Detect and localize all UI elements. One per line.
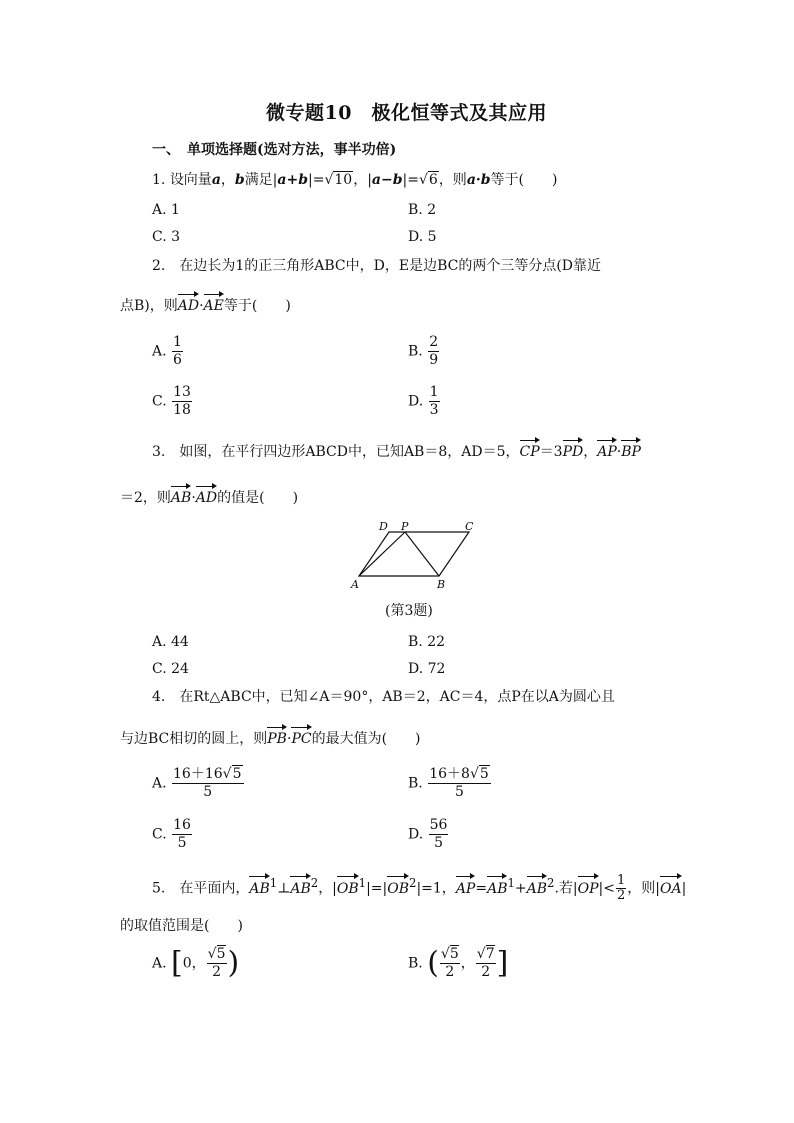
q2-vector-ad: AD xyxy=(178,294,199,316)
q2-option-label: D. xyxy=(408,393,424,410)
q3-dot: · xyxy=(191,490,196,506)
q5-vector-oa: OA xyxy=(660,876,682,900)
denominator: 2 xyxy=(212,964,222,980)
question-4-stem-line2 xyxy=(120,727,421,749)
q5-text: |=| xyxy=(366,880,388,897)
q5-vector-ab2b: AB xyxy=(527,876,547,900)
q4-vector-pc: PC xyxy=(291,727,311,749)
q1-text: 等于( ) xyxy=(490,172,558,188)
q2-text: 点B)，则 xyxy=(120,298,178,314)
q4-option-label: D. xyxy=(408,826,424,843)
q5-text: | xyxy=(681,880,687,897)
q5-option-label: B. xyxy=(408,955,423,972)
num-text: 16＋16 xyxy=(173,766,223,782)
label-a: A xyxy=(351,578,359,591)
section-heading: 一、 单项选择题(选对方法，事半功倍) xyxy=(152,142,397,158)
q1-option-d[interactable]: D. 5 xyxy=(408,229,437,245)
num-text: 16＋8 xyxy=(429,766,470,782)
q5-option-a[interactable] xyxy=(152,946,239,981)
numerator: 1 xyxy=(429,384,439,400)
label-d: D xyxy=(379,520,388,533)
q2-option-label: C. xyxy=(152,393,167,410)
q3-text: ， xyxy=(583,444,598,460)
q2-fraction xyxy=(428,334,439,369)
q2-vector-ae: AE xyxy=(204,294,224,316)
q3-vector-ap: AP xyxy=(597,440,617,462)
q2-fraction xyxy=(172,334,183,369)
q5-sub: 1 xyxy=(358,876,367,890)
q3-dot: · xyxy=(616,444,622,460)
q5-text: 5. 在平面内， xyxy=(152,880,250,897)
q5-vector-ob1: OB xyxy=(337,876,359,900)
q1-expr: a+b xyxy=(277,172,308,188)
q1-vec-a: a xyxy=(211,172,221,188)
q2-option-a[interactable] xyxy=(152,334,184,369)
denominator: 5 xyxy=(203,784,213,800)
q1-option-c[interactable]: C. 3 xyxy=(152,229,181,245)
q5-text: |=1， xyxy=(416,880,456,897)
bracket-left: [ xyxy=(171,945,183,981)
q5-vector-op: OP xyxy=(578,876,599,900)
q2-fraction xyxy=(429,384,440,419)
question-2-stem: 2. 在边长为1的正三角形ABC中，D，E是边BC的两个三等分点(D靠近 xyxy=(152,258,602,274)
q2-option-c[interactable] xyxy=(152,384,193,419)
question-1-stem xyxy=(152,170,557,190)
q4-fraction xyxy=(428,766,491,801)
q5-fraction xyxy=(207,946,227,981)
q1-expr: a·b xyxy=(466,172,491,188)
q5-sub: 2 xyxy=(409,876,417,890)
q2-text: 等于( ) xyxy=(223,298,291,314)
numerator: 1 xyxy=(173,334,182,350)
sqrt: √5 xyxy=(222,766,242,782)
q5-text: = xyxy=(475,880,488,897)
numerator: √5 xyxy=(207,946,226,962)
q5-sub: 1 xyxy=(269,876,278,890)
q2-option-label: A. xyxy=(152,343,167,360)
q1-text: |= xyxy=(402,172,419,188)
q1-text: 设向量 xyxy=(169,172,212,188)
denominator: 18 xyxy=(173,402,191,418)
parallelogram-abcd xyxy=(359,532,469,576)
q3-text: ＝3 xyxy=(539,444,563,460)
q2-option-d[interactable] xyxy=(408,384,441,419)
q3-text: 的值是( ) xyxy=(217,490,299,506)
denominator: 2 xyxy=(445,964,455,980)
q3-option-d[interactable]: D. 72 xyxy=(408,661,446,677)
q1-text: 满足| xyxy=(244,172,278,188)
q4-option-d[interactable] xyxy=(408,817,449,852)
q2-option-label: B. xyxy=(408,343,423,360)
denominator: 5 xyxy=(434,835,444,851)
radicand: 5 xyxy=(479,766,489,782)
numerator xyxy=(172,766,243,784)
q2-option-b[interactable] xyxy=(408,334,440,369)
numerator: 56 xyxy=(429,817,448,833)
q1-sqrt10: √10 xyxy=(324,172,353,188)
denominator: 9 xyxy=(429,352,439,368)
radicand: 5 xyxy=(449,946,459,962)
numerator: √5 xyxy=(440,946,459,962)
q5-vector-ab1b: AB xyxy=(487,876,507,900)
q3-option-a[interactable]: A. 44 xyxy=(152,634,189,650)
sqrt: √5 xyxy=(469,766,489,782)
numerator: 16 xyxy=(173,817,191,833)
q1-option-a[interactable]: A. 1 xyxy=(152,202,180,218)
label-c: C xyxy=(465,520,474,533)
q5-vector-ob2: OB xyxy=(387,876,409,900)
numerator: √7 xyxy=(476,946,495,962)
denominator: 2 xyxy=(617,888,626,904)
q5-text: |< xyxy=(598,880,615,897)
q5-option-label: A. xyxy=(152,955,167,972)
q4-fraction xyxy=(172,817,192,852)
question-5-stem-line2: 的取值范围是( ) xyxy=(120,918,243,934)
q4-fraction xyxy=(429,817,449,852)
q1-option-b[interactable]: B. 2 xyxy=(408,202,437,218)
q5-text: .若| xyxy=(554,880,578,897)
q4-option-label: B. xyxy=(408,775,423,792)
segment-bp xyxy=(405,532,439,576)
q2-fraction xyxy=(172,384,192,419)
radicand: 7 xyxy=(485,946,495,962)
q4-option-label: C. xyxy=(152,826,167,843)
radicand: 5 xyxy=(216,946,226,962)
q5-sub: 1 xyxy=(507,876,515,890)
q1-text: |= xyxy=(308,172,325,188)
numerator: 13 xyxy=(173,384,191,400)
q5-half xyxy=(616,874,626,903)
segment-ap xyxy=(359,532,405,576)
q5-perp: ⊥ xyxy=(277,880,291,897)
q5-text: ，则| xyxy=(627,880,660,897)
q5-fraction xyxy=(440,946,460,981)
q1-sqrt6: √6 xyxy=(418,172,438,188)
figure-caption: (第3题) xyxy=(385,603,433,619)
bracket-right: ) xyxy=(227,945,240,981)
q5-text: ，| xyxy=(318,880,337,897)
bracket-right: ] xyxy=(496,945,509,981)
q4-text: 的最大值为( ) xyxy=(311,731,421,747)
label-p: P xyxy=(401,520,409,533)
q1-text: ，则 xyxy=(438,172,467,188)
q4-option-c[interactable] xyxy=(152,817,193,852)
question-2-stem-line2 xyxy=(120,294,291,316)
q1-text: ，| xyxy=(353,172,372,188)
numerator: 2 xyxy=(429,334,439,350)
q4-option-b[interactable] xyxy=(408,766,492,801)
q5-vector-ab1: AB xyxy=(249,876,269,900)
denominator: 2 xyxy=(481,964,491,980)
bracket-left: ( xyxy=(427,945,439,981)
page-title: 微专题10 极化恒等式及其应用 xyxy=(266,102,547,124)
q5-text: + xyxy=(514,880,527,897)
q3-vector-bp: BP xyxy=(621,440,641,462)
question-4-stem: 4. 在Rt△ABC中，已知∠A＝90°，AB＝2，AC＝4，点P在以A为圆心且 xyxy=(152,689,615,705)
q3-vector-cp: CP xyxy=(520,440,540,462)
q5-comma: ， xyxy=(460,955,475,972)
q3-option-c[interactable]: C. 24 xyxy=(152,661,189,677)
q5-sub: 2 xyxy=(310,876,319,890)
denominator: 3 xyxy=(429,402,439,418)
q4-vector-pb: PB xyxy=(267,727,287,749)
q1-radicand: 10 xyxy=(334,172,353,188)
q3-vector-ab: AB xyxy=(171,486,191,508)
q5-option-b[interactable] xyxy=(408,946,508,981)
q5-vector-ap: AP xyxy=(456,876,476,900)
parallelogram-figure xyxy=(345,520,485,592)
denominator: 5 xyxy=(177,835,187,851)
q5-zero: 0， xyxy=(182,955,206,972)
question-3-stem-line2 xyxy=(120,486,298,508)
q3-text: ＝2，则 xyxy=(120,490,171,506)
q5-fraction xyxy=(476,946,496,981)
q3-option-b[interactable]: B. 22 xyxy=(408,634,446,650)
q4-dot: · xyxy=(286,731,292,747)
q5-sub: 2 xyxy=(547,876,555,890)
question-3-stem xyxy=(152,440,641,462)
q1-comma: ， xyxy=(220,172,235,188)
q4-option-a[interactable] xyxy=(152,766,245,801)
figure-lines xyxy=(359,532,469,576)
q1-expr: a−b xyxy=(371,172,403,188)
numerator xyxy=(428,766,491,784)
denominator: 5 xyxy=(455,784,464,800)
q1-number: 1. xyxy=(152,172,166,188)
numerator: 1 xyxy=(617,873,626,889)
q5-vector-ab2: AB xyxy=(290,876,310,900)
q1-radicand: 6 xyxy=(428,172,438,188)
q2-dot: · xyxy=(199,298,204,314)
q3-vector-pd: PD xyxy=(563,440,584,462)
q4-fraction xyxy=(172,766,243,801)
q1-vec-b: b xyxy=(234,172,245,188)
denominator: 6 xyxy=(173,352,182,368)
q4-option-label: A. xyxy=(152,775,167,792)
radicand: 5 xyxy=(232,766,242,782)
question-5-stem xyxy=(152,872,686,903)
q3-text: 3. 如图，在平行四边形ABCD中，已知AB＝8，AD＝5， xyxy=(152,444,520,460)
q3-vector-ad: AD xyxy=(196,486,217,508)
q4-text: 与边BC相切的圆上，则 xyxy=(120,731,268,747)
label-b: B xyxy=(437,578,446,591)
